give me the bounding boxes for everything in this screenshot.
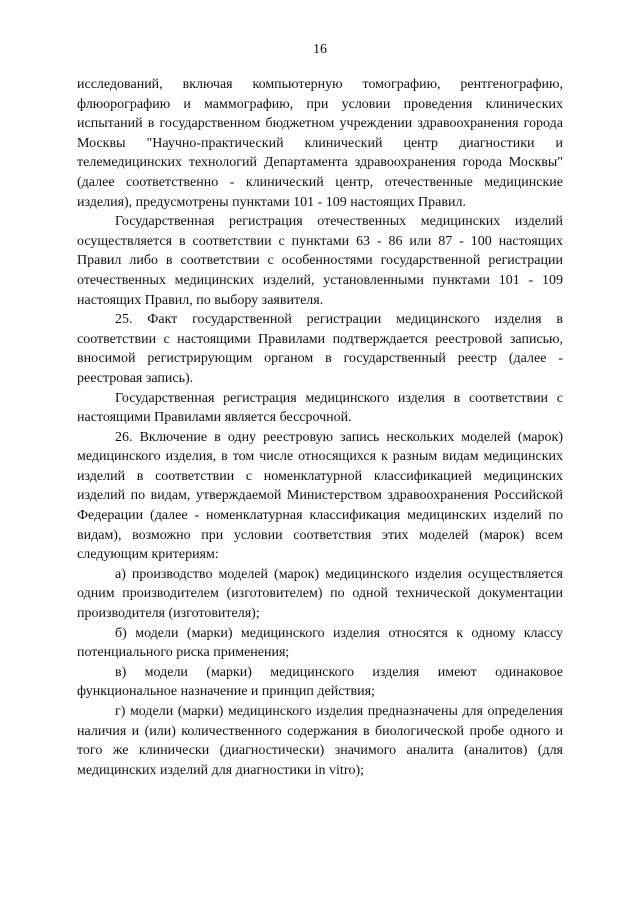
paragraph-continuation: исследований, включая компьютерную томографию, рентгенографию, флюорографию и маммографию, при условии проведения клинических испытаний в государственном бюджетном учреждении здравоохранения города Москвы "Научно-практический клинический центр диагностики и телемедицинских технологий Департамента здравоохранения города Москвы" (далее соответственно - клинический центр, отечественные медицинские изделия), предусмотрены пунктами 101 - 109 настоящих Правил.	[77, 77, 563, 210]
document-body	[77, 75, 563, 780]
paragraph-registration-indefinite: Государственная регистрация медицинского изделия в соответствии с настоящими Правилами является бессрочной.	[77, 390, 563, 426]
paragraph-registration-domestic: Государственная регистрация отечественных медицинских изделий осуществляется в соответствии с пунктами 63 - 86 или 87 - 100 настоящих Правил либо в соответствии с особенностями государственной регистрации отечественных медицинских изделий, установленными пунктами 101 - 109 настоящих Правил, по выбору заявителя.	[77, 214, 563, 308]
paragraph-item-26: 26. Включение в одну реестровую запись нескольких моделей (марок) медицинского изделия, в том числе относящихся к разным видам медицинских изделий в соответствии с номенклатурной классификацией медицинских изделий по видам, утверждаемой Министерством здравоохранения Российской Федерации (далее - номенклатурная классификация медицинских изделий по видам), возможно при условии соответствия этих моделей (марок) всем следующим критериям:	[77, 429, 563, 563]
paragraph-criterion-b: б) модели (марки) медицинского изделия относятся к одному классу потенциального риска применения;	[77, 625, 563, 661]
paragraph-item-25: 25. Факт государственной регистрации медицинского изделия в соответствии с настоящими Правилами подтверждается реестровой записью, вносимой регистрирующим органом в государственный реестр (далее - реестровая запись).	[77, 312, 563, 386]
paragraph-criterion-v: в) модели (марки) медицинского изделия имеют одинаковое функциональное назначение и принцип действия;	[77, 664, 563, 700]
paragraph-criterion-a: а) производство моделей (марок) медицинского изделия осуществляется одним производителем (изготовителем) по одной технической документации производителя (изготовителя);	[77, 566, 563, 622]
paragraph-criterion-g: г) модели (марки) медицинского изделия предназначены для определения наличия и (или) количественного содержания в биологической пробе одного и того же клинически (диагностически) значимого аналита (аналитов) (для медицинских изделий для диагностики in vitro);	[77, 704, 563, 778]
page-number: 16	[313, 42, 327, 57]
